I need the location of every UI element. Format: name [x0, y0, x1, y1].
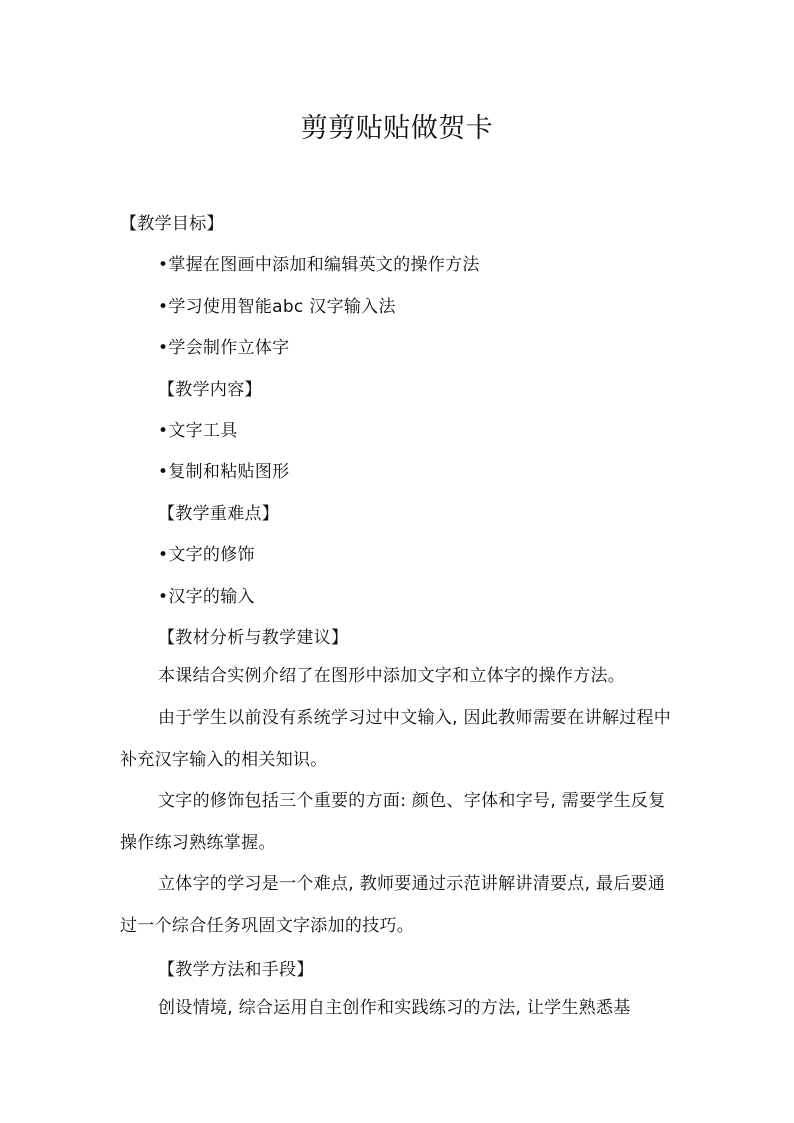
heading-methods: 【教学方法和手段】 — [158, 960, 314, 980]
heading-analysis: 【教材分析与教学建议】 — [158, 628, 349, 648]
goal-item: •学习使用智能abc 汉字输入法 — [158, 297, 396, 317]
goal-item: •掌握在图画中添加和编辑英文的操作方法 — [158, 255, 480, 275]
heading-teaching-goals: 【教学目标】 — [120, 214, 224, 234]
key-item: •汉字的输入 — [158, 587, 255, 607]
document-title: 剪剪贴贴做贺卡 — [300, 113, 494, 144]
method-paragraph: 创设情境, 综合运用自主创作和实践练习的方法, 让学生熟悉基 — [158, 998, 631, 1018]
analysis-paragraph: 由于学生以前没有系统学习过中文输入, 因此教师需要在讲解过程中补充汉字输入的相关知识。 — [120, 708, 672, 770]
analysis-paragraph: 文字的修饰包括三个重要的方面: 颜色、字体和字号, 需要学生反复操作练习熟练掌握。 — [120, 791, 666, 853]
analysis-paragraph: 立体字的学习是一个难点, 教师要通过示范讲解讲清要点, 最后要通过一个综合任务巩固文字添加的技巧。 — [120, 874, 666, 936]
heading-key-points: 【教学重难点】 — [158, 504, 280, 524]
goal-item: •学会制作立体字 — [158, 338, 290, 358]
heading-teaching-content: 【教学内容】 — [158, 380, 262, 400]
analysis-paragraph: 本课结合实例介绍了在图形中添加文字和立体字的操作方法。 — [158, 666, 626, 686]
key-item: •文字的修饰 — [158, 545, 255, 565]
content-item: •复制和粘贴图形 — [158, 462, 290, 482]
content-item: •文字工具 — [158, 421, 238, 441]
